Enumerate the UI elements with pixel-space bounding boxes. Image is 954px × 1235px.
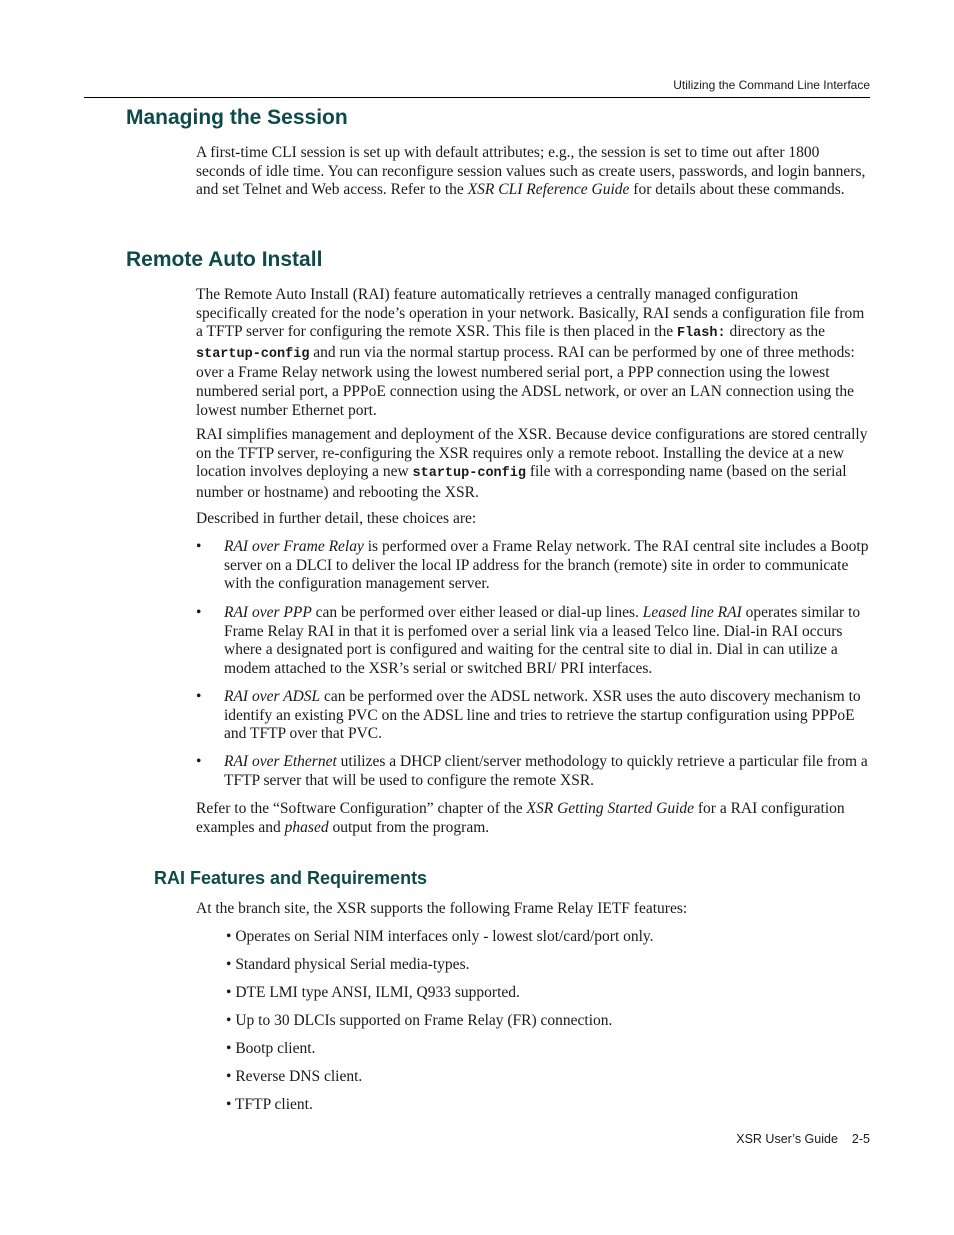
running-header: Utilizing the Command Line Interface — [673, 78, 870, 92]
page-footer — [84, 1132, 870, 1146]
heading-rai-features: RAI Features and Requirements — [154, 868, 428, 888]
list-item-term: RAI over PPP — [224, 604, 312, 621]
rai-paragraph-3: Described in further detail, these choices are: — [196, 510, 477, 527]
getting-started-guide-ref: XSR Getting Started Guide — [526, 800, 695, 817]
heading-managing-session: Managing the Session — [126, 106, 348, 129]
bullet-glyph: • — [226, 956, 232, 973]
page-number: 2-5 — [851, 1132, 870, 1146]
session-paragraph: A first-time CLI session is set up with default attributes; e.g., the session is set to time out after 1800 seconds of idle time. You can reconfigure session values such as create users, passwords, and login banners, and set Telnet and Web access. Refer to the XSR CLI Reference Guide for details about these commands. — [196, 144, 866, 199]
list-item: • Up to 30 DLCIs supported on Frame Relay (FR) connection. — [226, 1012, 613, 1029]
list-item-term: RAI over Ethernet — [224, 753, 337, 770]
code-startup-config: startup-config — [196, 346, 310, 362]
bullet-glyph: • — [196, 688, 202, 705]
bullet-glyph: • — [226, 1096, 232, 1113]
list-item: • DTE LMI type ANSI, ILMI, Q933 supported. — [226, 984, 520, 1001]
rai-paragraph-4: Refer to the “Software Configuration” chapter of the XSR Getting Started Guide for a RAI configuration examples and phased output from the program. — [196, 800, 845, 836]
bullet-glyph: • — [196, 753, 202, 770]
bullet-glyph: • — [196, 538, 202, 555]
cli-reference-guide-ref: XSR CLI Reference Guide — [467, 181, 630, 199]
bullet-glyph: • — [226, 984, 232, 1001]
features-intro: At the branch site, the XSR supports the following Frame Relay IETF features: — [196, 900, 688, 917]
header-rule — [84, 97, 870, 98]
code-flash: Flash: — [676, 326, 726, 342]
list-item: • Operates on Serial NIM interfaces only - lowest slot/card/port only. — [226, 928, 654, 945]
list-item: • TFTP client. — [226, 1096, 313, 1113]
bullet-glyph: • — [226, 928, 232, 945]
footer-guide-title: XSR User’s Guide — [736, 1132, 838, 1146]
bullet-glyph: • — [196, 604, 202, 621]
rai-paragraph-2: RAI simplifies management and deployment of the XSR. Because device configurations are stored centrally on the TFTP server, re-configuring the XSR requires only a remote reboot. Installing the device at a new location involves deploying a new startup-config file with a corresponding name (based on the serial number or hostname) and rebooting the XSR. — [196, 426, 868, 501]
list-item-term: RAI over ADSL — [224, 688, 321, 705]
list-item-term-2: Leased line RAI — [642, 604, 742, 621]
bullet-glyph: • — [226, 1040, 232, 1057]
bullet-glyph: • — [226, 1068, 232, 1085]
bullet-glyph: • — [226, 1012, 232, 1029]
heading-remote-auto-install: Remote Auto Install — [126, 248, 323, 271]
code-startup-config-2: startup-config — [412, 466, 526, 482]
list-item: • Reverse DNS client. — [226, 1068, 363, 1085]
list-item-term: RAI over Frame Relay — [224, 538, 364, 555]
list-item: • Standard physical Serial media-types. — [226, 956, 470, 973]
list-item: • Bootp client. — [226, 1040, 316, 1057]
rai-paragraph-1: The Remote Auto Install (RAI) feature automatically retrieves a centrally managed configuration specifically created for the node’s operation in your network. Basically, RAI sends a configuration file from a TFTP server for configuring the remote XSR. This file is then placed in the Flash: directory as the startup-config and run via the normal startup process. RAI can be performed by one of three methods: over a Frame Relay network using the lowest numbered serial port, a PPP connection using the lowest numbered serial port, a PPPoE connection using the ADSL network, or over an LAN connection using the lowest number Ethernet port. — [196, 286, 865, 419]
